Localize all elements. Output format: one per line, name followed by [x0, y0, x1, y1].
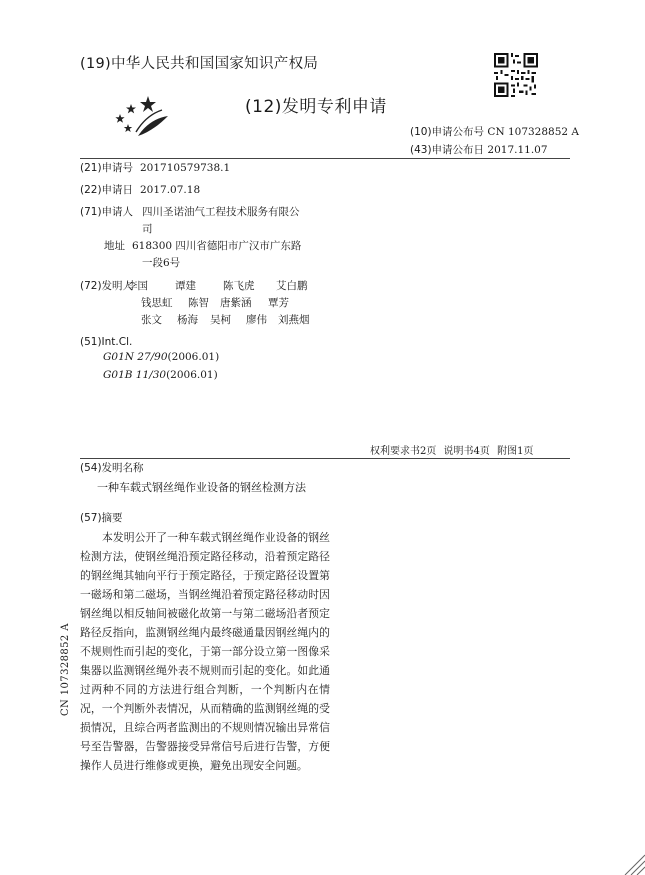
- title-label: (54)发明名称: [80, 462, 144, 474]
- publication-number: (10)申请公布号 CN 107328852 A: [410, 126, 580, 138]
- application-number: (21)申请号 201710579738.1: [80, 162, 231, 174]
- invention-title: 一种车载式钢丝绳作业设备的钢丝检测方法: [97, 481, 306, 494]
- side-publication-number: CN 107328852 A: [60, 623, 71, 716]
- ipc-class-2: G01B 11/30(2006.01): [103, 369, 218, 381]
- application-date: (22)申请日 2017.07.18: [80, 184, 201, 196]
- applicant: (71)申请人 四川圣诺油气工程技术服务有限公 司: [80, 206, 300, 235]
- abstract-text: 本发明公开了一种车载式钢丝绳作业设备的钢丝检测方法，使钢丝绳沿预定路径移动，沿着预定路径的钢丝绳其轴向平行于预定路径，于预定路径设置第一磁场和第二磁场，当钢丝绳沿着预定路径移动时因钢丝绳以相反轴间被磁化故第一与第二磁场沿者预定路径反指向，监测钢丝绳内最终磁通量因钢丝绳内的不规则性而引起的变化，于第一部分设立第一图像采集器以监测钢丝绳外表不规则而引起的变化。如此通过两种不同的方法进行组合判断，一个判断内在情况，一个判断外表情况，从而精确的监测钢丝绳的受损情况，且综合两者监测出的不规则情况输出异常信号至告警器，告警器接受异常信号后进行告警，方便操作人员进行维修或更换，避免出现安全问题。: [80, 531, 330, 772]
- resize-grip-icon[interactable]: [619, 849, 645, 875]
- ipc-class-1: G01N 27/90(2006.01): [103, 351, 220, 363]
- inventors: (72)发明人 李国 谭建 陈飞虎 艾白鹏 钱思虹 陈智 唐紫涵 覃芳 张文 杨海 吴柯 廖伟 刘燕烟: [80, 280, 310, 326]
- qr-code-icon: [494, 53, 538, 97]
- address: 地址 618300 四川省德阳市广汉市广东路 一段6号: [104, 240, 302, 269]
- issuing-office: (19)中华人民共和国国家知识产权局: [80, 56, 319, 72]
- patent-office-emblem-icon: [108, 94, 170, 138]
- ipc-label: (51)Int.Cl.: [80, 336, 133, 348]
- publication-date: (43)申请公布日 2017.11.07: [410, 144, 548, 156]
- divider: [80, 458, 570, 459]
- document-kind: (12)发明专利申请: [245, 97, 387, 117]
- divider: [80, 158, 570, 159]
- abstract-label: (57)摘要: [80, 512, 123, 524]
- page-counts: 权利要求书2页 说明书4页 附图1页: [370, 446, 534, 457]
